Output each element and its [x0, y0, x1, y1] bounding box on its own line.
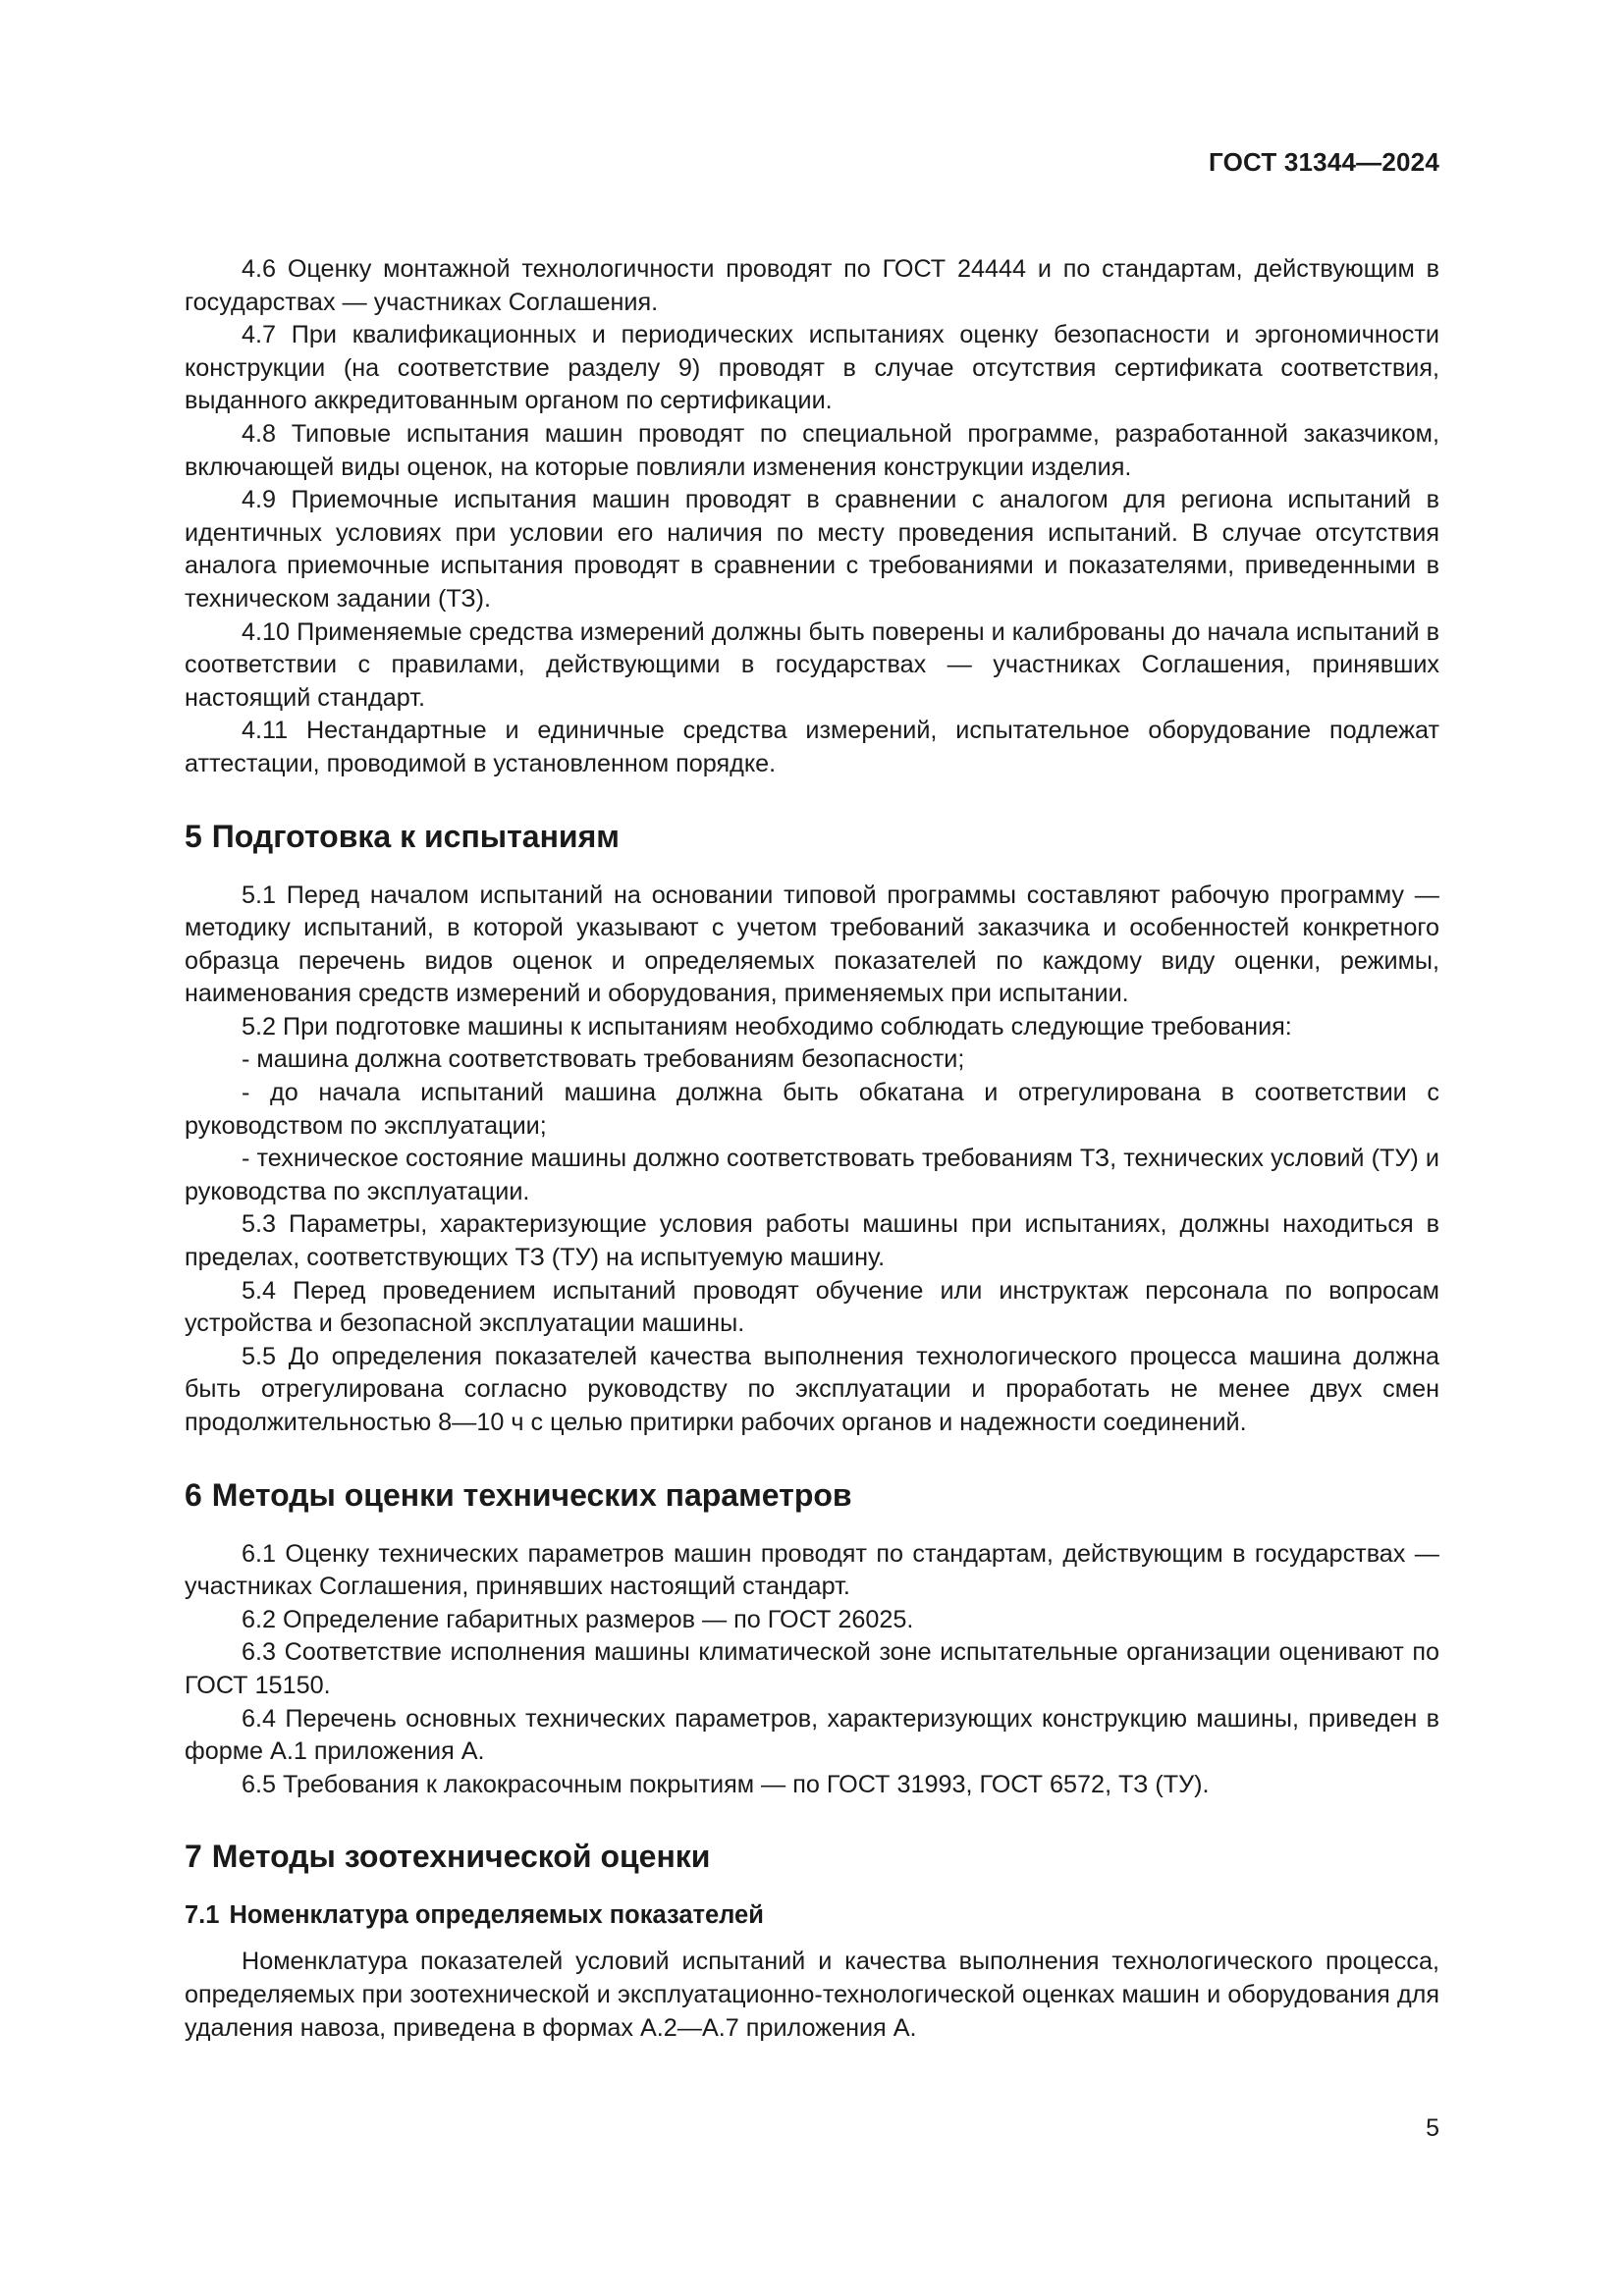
page-content [185, 253, 1439, 2045]
section-6-heading [185, 1475, 1439, 1515]
paragraph-6-2: 6.2 Определение габаритных размеров — по ГОСТ 26025. [242, 1605, 914, 1633]
section-7-heading [185, 1837, 1439, 1876]
section-7-title: Методы зоотехнической оценки [211, 1839, 711, 1875]
paragraph-6-3: 6.3 Соответствие исполнения машины климатической зоне испытательные организации оценивают по ГОСТ 15150. [185, 1638, 1439, 1699]
paragraph-6-4: 6.4 Перечень основных технических параметров, характеризующих конструкцию машины, приведен в форме А.1 приложения А. [185, 1704, 1439, 1766]
paragraph-5-4: 5.4 Перед проведением испытаний проводят обучение или инструктаж персонала по вопросам устройства и безопасной эксплуатации машины. [185, 1276, 1439, 1338]
page-number: 5 [1426, 2114, 1439, 2142]
section-5-title: Подготовка к испытаниям [211, 818, 620, 854]
paragraph-4-9: 4.9 Приемочные испытания машин проводят в сравнении с аналогом для региона испытаний в идентичных условиях при условии его наличия по месту проведения испытаний. В случае отсутствия аналога приемочные испытания проводят в сравнении с требованиями и показателями, приведенными в техническом задании (ТЗ). [185, 486, 1439, 613]
paragraph-4-7: 4.7 При квалификационных и периодических испытаниях оценку безопасности и эргономичности конструкции (на соответствие разделу 9) проводят в случае отсутствия сертификата соответствия, выданного аккредитованным органом по сертификации. [185, 321, 1439, 415]
list-item-5-2-c: - техническое состояние машины должно соответствовать требованиям ТЗ, технических условий (ТУ) и руководства по эксплуатации. [185, 1145, 1439, 1205]
subsection-7-1-title: Номенклатура определяемых показателей [229, 1901, 764, 1930]
paragraph-5-3: 5.3 Параметры, характеризующие условия работы машины при испытаниях, должны находиться в пределах, соответствующих ТЗ (ТУ) на испытуемую машину. [185, 1210, 1439, 1272]
paragraph-5-5: 5.5 До определения показателей качества выполнения технологического процесса машина должна быть отрегулирована согласно руководству по эксплуатации и проработать не менее двух смен продолжительностью 8—10 ч с целью притирки рабочих органов и надежности соединений. [185, 1342, 1439, 1436]
paragraph-5-2: 5.2 При подготовке машины к испытаниям необходимо соблюдать следующие требования: [242, 1012, 1292, 1041]
section-5-heading [185, 817, 1439, 856]
paragraph-4-6: 4.6 Оценку монтажной технологичности проводят по ГОСТ 24444 и по стандартам, действующим в государствах — участниках Соглашения. [185, 255, 1439, 316]
paragraph-4-8: 4.8 Типовые испытания машин проводят по специальной программе, разработанной заказчиком, включающей виды оценок, на которые повлияли изменения конструкции изделия. [185, 419, 1439, 481]
section-5-number: 5 [185, 818, 202, 854]
paragraph-7-1: Номенклатура показателей условий испытаний и качества выполнения технологического процесса, определяемых при зоотехнической и эксплуатационно-технологической оценках машин и оборудования для удаления навоза, приведена в формах А.2—А.7 приложения А. [185, 1948, 1439, 2042]
paragraph-6-5: 6.5 Требования к лакокрасочным покрытиям — по ГОСТ 31993, ГОСТ 6572, ТЗ (ТУ). [242, 1770, 1210, 1798]
paragraph-4-10: 4.10 Применяемые средства измерений должны быть поверены и калиброваны до начала испытаний в соответствии с правилами, действующими в государствах — участниках Соглашения, принявших настоящий стандарт. [185, 617, 1439, 712]
section-6-number: 6 [185, 1476, 202, 1513]
paragraph-6-1: 6.1 Оценку технических параметров машин проводят по стандартам, действующим в государствах — участниках Соглашения, принявших настоящий стандарт. [185, 1539, 1439, 1601]
list-item-5-2-b: - до начала испытаний машина должна быть обкатана и отрегулирована в соответствии с руководством по эксплуатации; [185, 1079, 1439, 1140]
subsection-7-1-heading [185, 1899, 1439, 1932]
document-code-header: ГОСТ 31344—2024 [1209, 147, 1439, 177]
paragraph-4-11: 4.11 Нестандартные и единичные средства измерений, испытательное оборудование подлежат аттестации, проводимой в установленном порядке. [185, 717, 1439, 777]
list-item-5-2-a: - машина должна соответствовать требованиям безопасности; [242, 1045, 965, 1074]
section-6-title: Методы оценки технических параметров [211, 1476, 852, 1513]
section-7-number: 7 [185, 1839, 202, 1875]
paragraph-5-1: 5.1 Перед началом испытаний на основании типовой программы составляют рабочую программу — методику испытаний, в которой указывают с учетом требований заказчика и особенностей конкретного образца перечень видов оценок и определяемых показателей по каждому виду оценки, режимы, наименования средств измерений и оборудования, применяемых при испытании. [185, 881, 1439, 1008]
subsection-7-1-number: 7.1 [185, 1901, 220, 1930]
